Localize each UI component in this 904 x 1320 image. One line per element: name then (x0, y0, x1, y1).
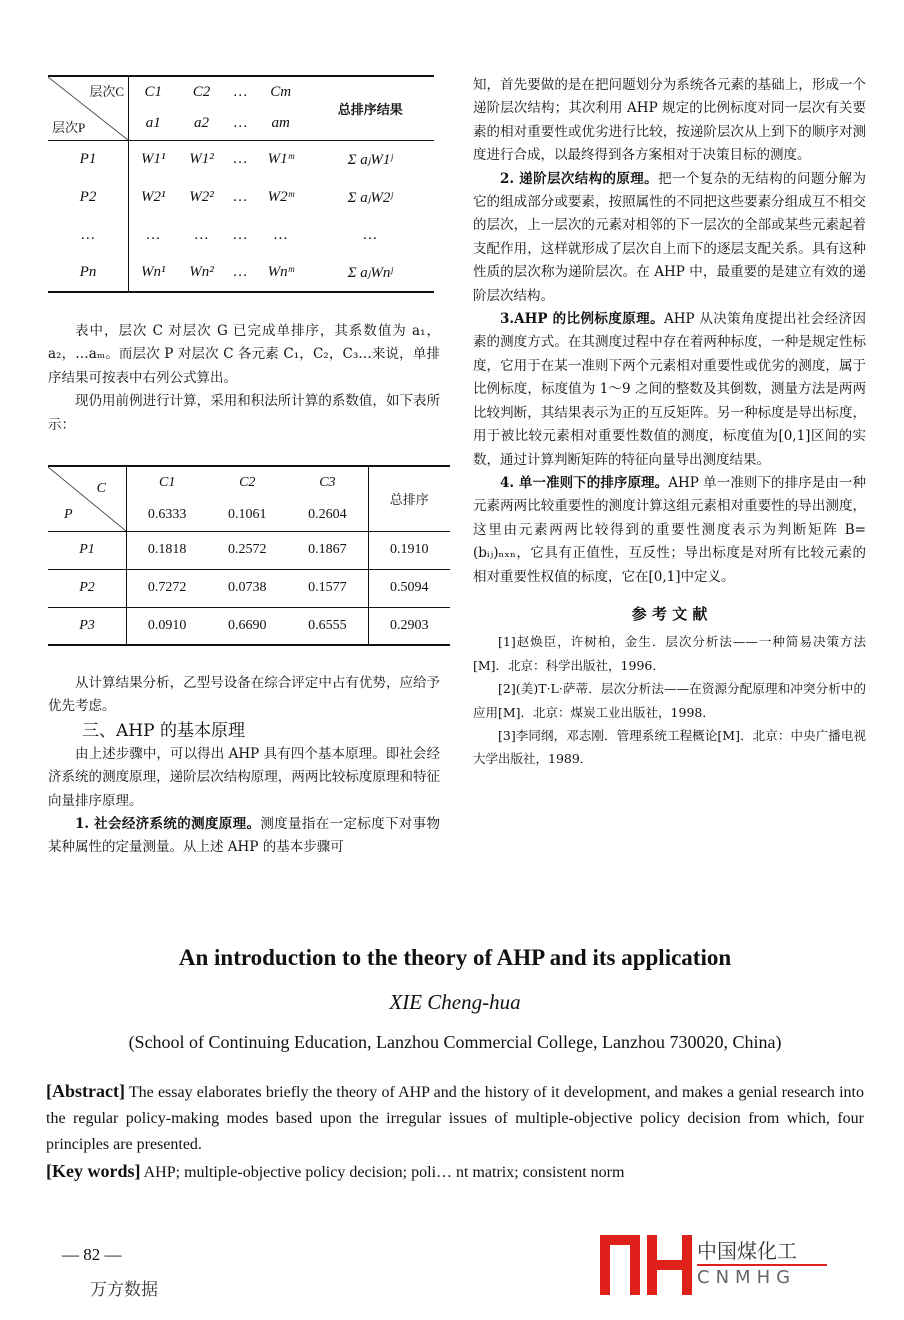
table-cell: 0.2572 (228, 542, 267, 557)
paragraph: 表中，层次 C 对层次 G 已完成单排序，其系数值为 a₁，a₂，…aₘ。而层次 P 对层次 C 各元素 C₁，C₂，C₃…来说，单排序结果可按表中右列公式算出。 (48, 323, 440, 386)
abstract-label: [Abstract] (46, 1081, 125, 1101)
result-head: 总排序 (368, 466, 450, 531)
col-sub: am (255, 108, 306, 140)
paragraph (48, 813, 440, 860)
table-cell: … (194, 226, 209, 243)
table-cell: W2¹ (141, 188, 166, 205)
table-row (48, 254, 434, 292)
col-sub: … (226, 108, 255, 140)
paragraph-text: 测度量指在一定标度下对事物某种属性的定量测量。从上述 AHP 的基本步骤可 (48, 816, 441, 856)
table-cell: … (48, 216, 129, 254)
col-head: C2 (192, 84, 211, 100)
table-cell: 0.1867 (308, 542, 347, 557)
table-row (48, 178, 434, 216)
table-cell: P1 (48, 531, 127, 569)
table-cell: 0.6555 (308, 617, 347, 633)
table-cell: W1ᵐ (267, 150, 294, 167)
table-row (48, 531, 450, 569)
col-head: C2 (239, 475, 256, 490)
paragraph (473, 168, 866, 308)
table-cell: 0.2903 (368, 607, 450, 645)
col-head: Cm (270, 84, 292, 100)
table-cell: P2 (48, 178, 129, 216)
paragraph-text: 把一个复杂的无结构的问题分解为它的组成部分或要素，按照属性的不同把这些要素分组成互不相交的层次，上一层次的元素对相邻的下一层次的全部或某些元素起着支配作用，这样就形成了层次自上而下的逐层支配关系。具有这种性质的层次称为递阶层次。在 AHP 中，最重要的是建立有效的递阶层次结构。 (473, 170, 866, 304)
table-cell: 0.7272 (147, 580, 187, 595)
table-cell: 0.1910 (368, 531, 450, 569)
table-cell: P3 (48, 607, 127, 645)
principle-title: 1. 社会经济系统的测度原理。 (75, 816, 261, 833)
keywords-label: [Key words] (46, 1161, 141, 1181)
corner-bottom: 层次P (52, 119, 86, 135)
source-label: 万方数据 (90, 1280, 158, 1300)
table-cell: 0.1818 (147, 542, 187, 557)
col-head: C1 (159, 475, 176, 490)
reference-item: [3]李同纲，邓志刚．管理系统工程概论[M]．北京：中央广播电视大学出版社，1989． (473, 727, 866, 767)
col-head: C1 (144, 84, 163, 100)
section-heading: 三、AHP 的基本原理 (82, 720, 245, 741)
col-sub: 0.1061 (207, 499, 287, 531)
principle-title: 2. 递阶层次结构的原理。 (500, 170, 659, 187)
table-cell: 0.6690 (228, 617, 267, 633)
paragraph: 由上述步骤中，可以得出 AHP 具有四个基本原理。即社会经济系统的测度原理，递阶层次结构原理，两两比较标度原理和特征向量排序原理。 (48, 745, 440, 809)
table-cell: Σ aⱼW2ʲ (347, 189, 393, 206)
col-sub: 0.2604 (287, 499, 368, 531)
table-cell: … (274, 226, 288, 243)
paragraph (473, 472, 866, 589)
watermark-cn: 中国煤化工 (697, 1235, 827, 1266)
reference-item: [2](美)T·L·萨蒂．层次分析法——在资源分配原理和冲突分析中的应用[M]．北京：煤炭工业出版社，1998． (473, 681, 866, 720)
table-cell: W2² (189, 188, 214, 205)
table-cell: Wn² (189, 264, 214, 280)
table-cell: … (233, 226, 247, 243)
corner-bottom: P (64, 506, 73, 522)
table-cell: P1 (48, 140, 129, 178)
paragraph (473, 308, 866, 472)
english-title: An introduction to the theory of AHP and its application (178, 945, 732, 970)
abstract-text: The essay elaborates briefly the theory of AHP and the history of it development, and makes a genial research into the regular policy-making modes based upon the irregular issues of multiple-objective policy decision from which, four principles are presented. (46, 1084, 864, 1153)
table-cell: W2ᵐ (267, 188, 294, 205)
col-head: … (232, 84, 248, 100)
watermark-logo (600, 1235, 830, 1295)
table-cell: P2 (48, 569, 127, 607)
result-head: 总排序结果 (306, 76, 434, 140)
corner-top: C (96, 481, 106, 496)
principle-title: 4. 单一准则下的排序原理。 (500, 474, 669, 491)
table-cell: W1¹ (141, 150, 166, 167)
paragraph: 现仍用前例进行计算，采用和积法所计算的系数值，如下表所示： (48, 393, 440, 433)
table-row (48, 569, 450, 607)
left-column-top (48, 320, 440, 437)
table-cell: Σ aⱼWnʲ (347, 265, 393, 281)
paragraph-text: AHP 从决策角度提出社会经济因素的测度方式。在其测度过程中存在着两种标度，一种是规定性标度，它用于在某一准则下两个元素相对重要性或优劣的测度，属于比例标度，标度值为 1～9 之间的整数及其倒数，测量方法是两两比较判断，其结果表示为正的互反矩阵。另一种标度是导出标度，用于被比较元素相对重要性数值的测度，标度值为[0,1]区间的实数，通过计算判断矩阵的特征向量导出测度结果。 (473, 311, 866, 468)
col-sub: 0.6333 (127, 499, 208, 531)
left-column-bottom (48, 672, 440, 860)
table-cell: W1² (189, 150, 214, 167)
table-cell: Wn¹ (141, 264, 166, 280)
results-table (48, 465, 450, 646)
col-sub: a2 (178, 108, 226, 140)
english-affiliation: (School of Continuing Education, Lanzhou Commercial College, Lanzhou 730020, China) (128, 1032, 782, 1052)
table-cell: 0.0910 (147, 617, 187, 633)
table-cell: … (146, 226, 160, 243)
principle-title: 3.AHP 的比例标度原理。 (500, 311, 664, 328)
english-abstract (46, 1078, 864, 1186)
page-number: — 82 — (62, 1245, 122, 1264)
table-row (48, 216, 434, 254)
corner-top: 层次C (89, 84, 124, 99)
table-cell: … (233, 150, 247, 167)
table-cell: … (233, 188, 247, 205)
table-cell: 0.1577 (308, 580, 347, 595)
keywords-text: AHP; multiple-objective policy decision; poli… nt matrix; consistent norm (143, 1164, 625, 1181)
references-title: 参 考 文 献 (631, 604, 708, 623)
table-cell: Σ aⱼW1ʲ (347, 151, 393, 168)
table-row (48, 140, 434, 178)
table-cell: 0.5094 (368, 569, 450, 607)
col-sub: a1 (129, 108, 178, 140)
table-cell: … (233, 264, 247, 280)
table-cell: Pn (48, 254, 129, 292)
table-row (48, 607, 450, 645)
english-author: XIE Cheng-hua (389, 990, 521, 1014)
paragraph: 从计算结果分析，乙型号设备在综合评定中占有优势，应给予优先考虑。 (48, 675, 440, 715)
mh-logo-icon (600, 1235, 695, 1295)
right-column (473, 74, 866, 771)
table-cell: 0.0738 (228, 580, 267, 595)
paragraph: 知，首先要做的是在把问题划分为系统各元素的基础上，形成一个递阶层次结构；其次利用 AHP 规定的比例标度对同一层次有关要素的相对重要性或优劣进行比较，按递阶层次从上到下的顺序对测度进行合成，以最终得到各方案相对于决策目标的测度。 (473, 77, 866, 164)
formula-table (48, 75, 434, 293)
col-head: C3 (319, 475, 336, 490)
table-cell: Wnᵐ (267, 264, 294, 280)
reference-item: [1]赵焕臣，许树柏，金生．层次分析法——一种简易决策方法[M]．北京：科学出版社，1996． (473, 634, 866, 673)
watermark-en: CNMHG (697, 1267, 797, 1288)
table-cell: … (363, 226, 377, 243)
paragraph-text: AHP 单一准则下的排序是由一种元素两两比较重要性的测度计算这组元素相对重要性的导出测度，这里由元素两两比较得到的重要性测度表示为判断矩阵 B=(bᵢⱼ)ₙₓₙ，它具有正值性，互反性；导出标度是对所有比较元素的相对重要性权值的标度，它在[0,1]中定义。 (473, 474, 866, 585)
